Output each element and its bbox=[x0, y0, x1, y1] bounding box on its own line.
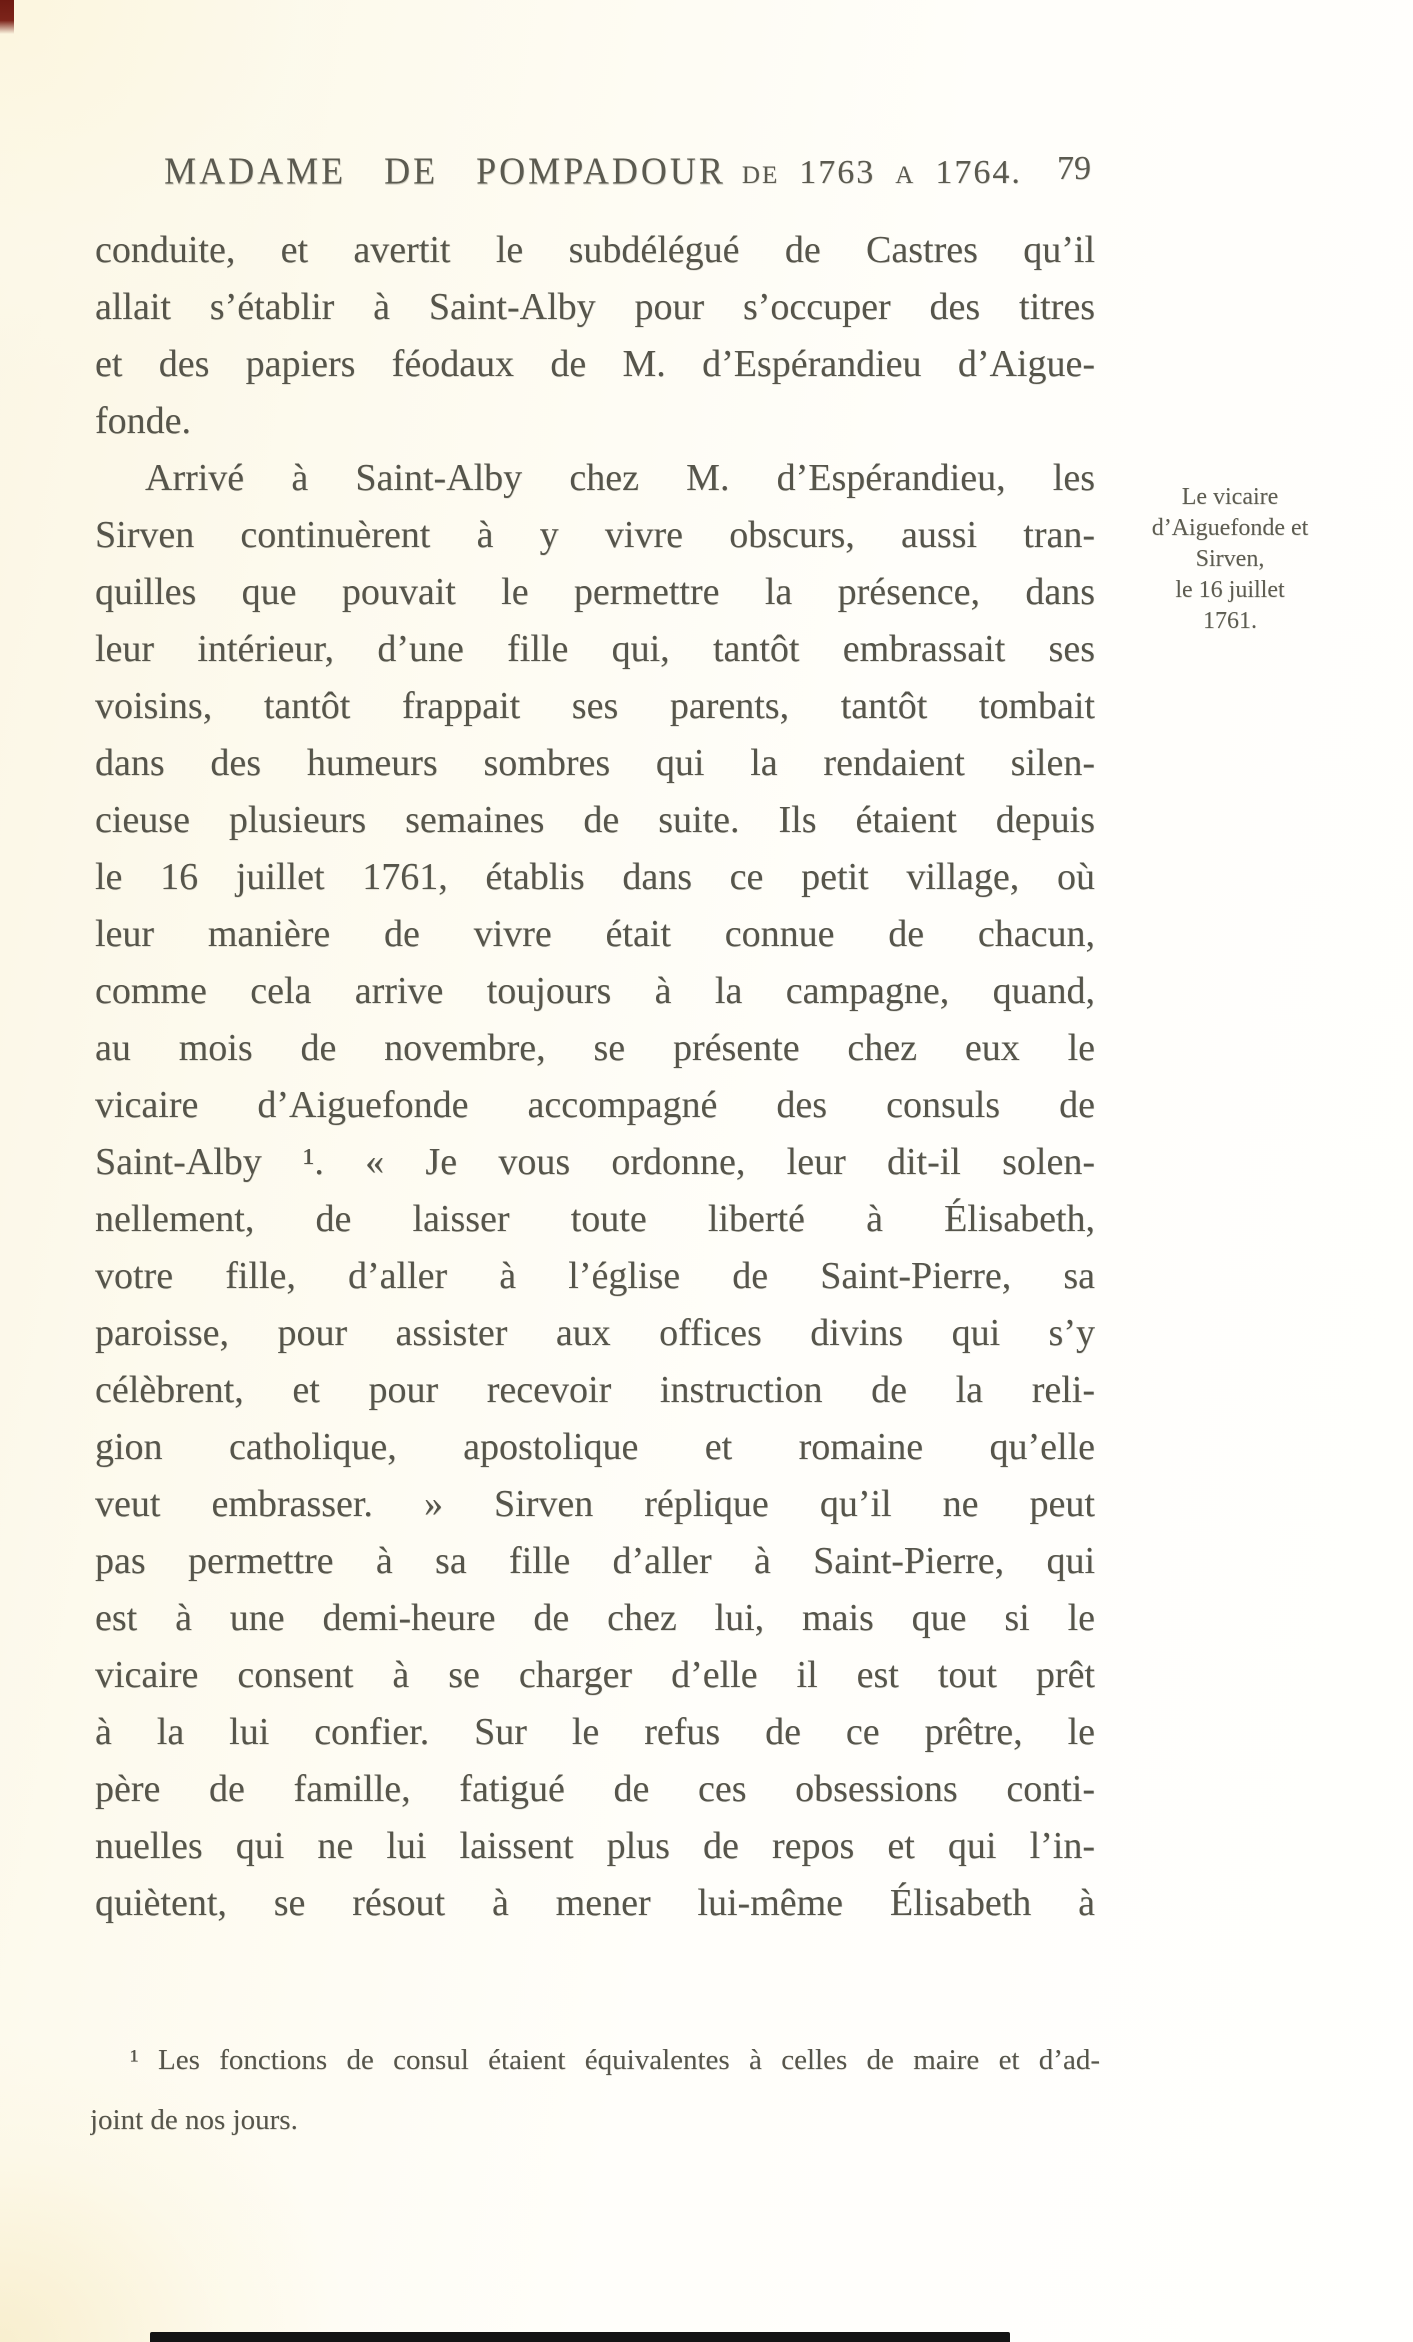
text-line: dans des humeurs sombres qui la rendaient silen- bbox=[95, 742, 1095, 784]
header-a: A bbox=[895, 162, 916, 189]
text-line-footnote-ref: Saint-Alby ¹. « Je vous ordonne, leur dit-il solen- bbox=[95, 1141, 1095, 1183]
text-line: au mois de novembre, se présente chez eux le bbox=[95, 1027, 1095, 1069]
text-line: allait s’établir à Saint-Alby pour s’occuper des titres bbox=[95, 286, 1095, 328]
margin-note-line: le 16 juillet bbox=[1175, 577, 1285, 603]
margin-note-line: Sirven, bbox=[1195, 546, 1265, 572]
text-line: cieuse plusieurs semaines de suite. Ils étaient depuis bbox=[95, 799, 1095, 841]
header-year-end: 1764. bbox=[935, 154, 1022, 191]
text-line: conduite, et avertit le subdélégué de Castres qu’il bbox=[95, 229, 1095, 271]
header-title: MADAME DE POMPADOUR bbox=[164, 149, 726, 193]
text-line: quilles que pouvait le permettre la présence, dans bbox=[95, 571, 1095, 613]
text-line: est à une demi-heure de chez lui, mais que si le bbox=[95, 1597, 1095, 1639]
text-line: paroisse, pour assister aux offices divins qui s’y bbox=[95, 1312, 1095, 1354]
text-line: fonde. bbox=[95, 400, 192, 442]
text-line: comme cela arrive toujours à la campagne, quand, bbox=[95, 970, 1095, 1012]
header-year-start: 1763 bbox=[799, 154, 876, 191]
text-line: nuelles qui ne lui laissent plus de repos et qui l’in- bbox=[95, 1825, 1095, 1867]
scan-artifact-top-left bbox=[0, 0, 14, 34]
margin-note-line: d’Aiguefonde et bbox=[1151, 515, 1309, 541]
text-line: à la lui confier. Sur le refus de ce prêtre, le bbox=[95, 1711, 1095, 1753]
margin-note-line: 1761. bbox=[1203, 608, 1257, 634]
text-line: vicaire consent à se charger d’elle il est tout prêt bbox=[95, 1654, 1095, 1696]
footnote bbox=[90, 2030, 1100, 2150]
text-line: pas permettre à sa fille d’aller à Saint-Pierre, qui bbox=[95, 1540, 1095, 1582]
text-line: leur intérieur, d’une fille qui, tantôt embrassait ses bbox=[95, 628, 1095, 670]
text-line: gion catholique, apostolique et romaine qu’elle bbox=[95, 1426, 1095, 1468]
margin-note-line: Le vicaire bbox=[1181, 484, 1279, 510]
header-de: DE bbox=[741, 162, 780, 189]
text-line-paragraph-start: Arrivé à Saint-Alby chez M. d’Espérandieu, les bbox=[145, 457, 1095, 499]
text-line: votre fille, d’aller à l’église de Saint-Pierre, sa bbox=[95, 1255, 1095, 1297]
text-line: quiètent, se résout à mener lui-même Élisabeth à bbox=[95, 1882, 1095, 1924]
text-line: célèbrent, et pour recevoir instruction de la reli- bbox=[95, 1369, 1095, 1411]
body-text bbox=[95, 222, 1095, 1932]
footnote-line: ¹ Les fonctions de consul étaient équivalentes à celles de maire et d’ad- bbox=[130, 2044, 1100, 2076]
text-line: vicaire d’Aiguefonde accompagné des consuls de bbox=[95, 1084, 1095, 1126]
text-line: leur manière de vivre était connue de chacun, bbox=[95, 913, 1095, 955]
footnote-line: joint de nos jours. bbox=[90, 2104, 298, 2136]
scan-artifact-bottom-bar bbox=[150, 2332, 1010, 2342]
text-line: le 16 juillet 1761, établis dans ce petit village, où bbox=[95, 856, 1095, 898]
page-number: 79 bbox=[1057, 150, 1091, 187]
text-line: Sirven continuèrent à y vivre obscurs, aussi tran- bbox=[95, 514, 1095, 556]
margin-note bbox=[1128, 482, 1332, 637]
text-line: père de famille, fatigué de ces obsessions conti- bbox=[95, 1768, 1095, 1810]
text-line: veut embrasser. » Sirven réplique qu’il ne peut bbox=[95, 1483, 1095, 1525]
running-header bbox=[95, 150, 1095, 194]
text-line: nellement, de laisser toute liberté à Élisabeth, bbox=[95, 1198, 1095, 1240]
text-line: et des papiers féodaux de M. d’Espérandieu d’Aigue- bbox=[95, 343, 1095, 385]
text-line: voisins, tantôt frappait ses parents, tantôt tombait bbox=[95, 685, 1095, 727]
